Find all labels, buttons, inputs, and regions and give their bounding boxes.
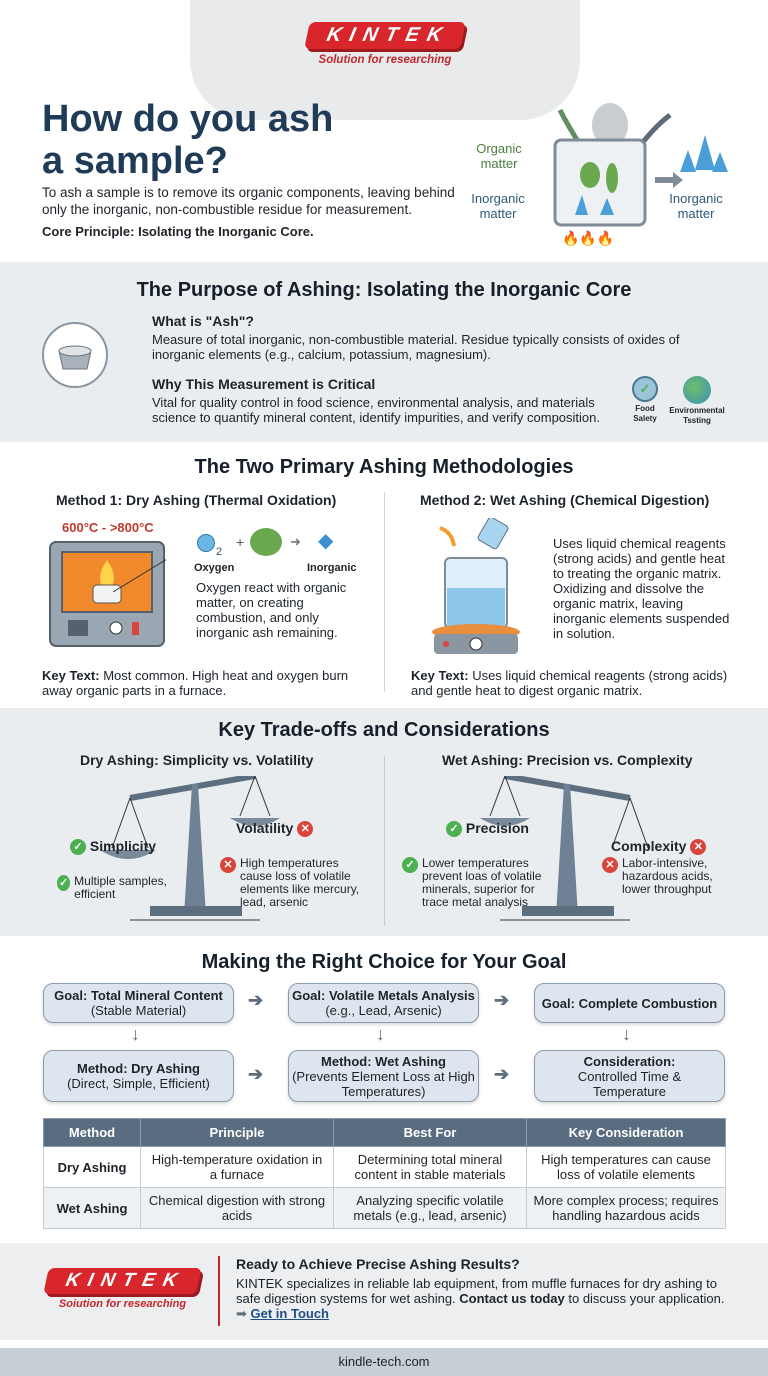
- cta-body-2: to discuss your application.: [564, 1291, 725, 1306]
- footer: [0, 1348, 768, 1376]
- con-label: Volatility: [236, 820, 294, 836]
- table-row: [44, 1147, 726, 1188]
- result-sub: (Prevents Element Loss at High Temperatures): [292, 1068, 475, 1099]
- volatility-label: [236, 820, 313, 837]
- arrow-down-icon: ↓: [622, 1024, 631, 1044]
- table-header: [44, 1119, 726, 1147]
- simplicity-text: [57, 875, 187, 901]
- why-critical-text: Vital for quality control in food science, environmental analysis, and materials science to quantify mineral content, identify impurities, and verify composition.: [152, 395, 600, 425]
- cell: Wet Ashing: [44, 1188, 141, 1229]
- footer-url[interactable]: kindle-tech.com: [338, 1354, 430, 1369]
- logo-mark: KINTEK: [43, 1268, 201, 1294]
- hero-intro: To ash a sample is to remove its organic components, leaving behind only the inorganic, non-combustible residue for measurement.: [42, 185, 455, 217]
- cell: Determining total mineral content in stable materials: [334, 1147, 527, 1188]
- col-key-consideration: Key Consideration: [527, 1119, 726, 1147]
- cta-bold: Contact us today: [459, 1291, 565, 1306]
- title-line-2: a sample?: [42, 140, 228, 182]
- result-title: Consideration:: [583, 1053, 676, 1069]
- x-icon: ✕: [690, 839, 706, 855]
- pro-label: Precision: [465, 820, 529, 836]
- check-icon: ✓: [58, 877, 69, 889]
- volatility-text: [220, 857, 370, 909]
- check-icon: ✓: [70, 839, 86, 855]
- oxygen-label: Oxygen: [194, 562, 235, 574]
- result-title: Method: Wet Ashing: [321, 1053, 446, 1069]
- arrow-down-icon: ↓: [131, 1024, 140, 1044]
- o2-subscript: 2: [216, 546, 223, 558]
- logo-tagline: Solution for researching: [318, 54, 452, 66]
- goal-title: Goal: Complete Combustion: [541, 995, 718, 1011]
- pro-text: Multiple samples, efficient: [74, 874, 167, 901]
- label-inorganic: Inorganic matter: [471, 191, 525, 221]
- comparison-table: [43, 1118, 726, 1229]
- arrow-right-icon: ➔: [494, 990, 510, 1010]
- precision-text: [402, 857, 542, 909]
- food-safety-badge: [626, 376, 664, 424]
- o2-icon: [197, 534, 215, 552]
- result-sub: Controlled Time & Temperature: [577, 1068, 682, 1099]
- arrow-down-icon: ↓: [376, 1024, 385, 1044]
- dry-method-title: Method 1: Dry Ashing (Thermal Oxidation): [56, 492, 337, 508]
- wet-method-description: Uses liquid chemical reagents (strong acids) and gentle heat to treating the organic matrix. Oxidizing and dissolve the organic matrix, leaving inorganic elements suspended in solution.: [553, 536, 730, 641]
- tradeoffs-divider: [384, 756, 385, 926]
- page-title: [42, 98, 333, 182]
- what-is-ash-text: Measure of total inorganic, non-combustible material. Residue typically consists of oxides of inorganic elements (e.g., calcium, potassium, magnesium).: [152, 332, 680, 362]
- globe-icon: [683, 376, 711, 404]
- cta-divider: [218, 1256, 220, 1326]
- cell: More complex process; requires handling hazardous acids: [527, 1188, 726, 1229]
- table-row: [44, 1188, 726, 1229]
- x-icon: ✕: [297, 821, 313, 837]
- environmental-testing-badge: [666, 376, 728, 426]
- organic-leaves-icon: [250, 528, 282, 556]
- goal-title: Goal: Total Mineral Content: [54, 988, 223, 1003]
- shield-check-icon: ✓: [632, 376, 658, 402]
- check-icon: ✓: [402, 857, 418, 873]
- con-label: Complexity: [611, 838, 687, 854]
- key-value: Most common. High heat and oxygen burn away organic parts in a furnace.: [42, 668, 349, 698]
- con-text: Labor-intensive, hazardous acids, lower throughput: [622, 856, 713, 896]
- goal-sub: (Stable Material): [90, 1003, 187, 1018]
- choice-title: Making the Right Choice for Your Goal: [201, 951, 567, 973]
- dry-tradeoff-title: Dry Ashing: Simplicity vs. Volatility: [80, 752, 314, 768]
- cell: Analyzing specific volatile metals (e.g., lead, arsenic): [334, 1188, 527, 1229]
- badge-label: Food Salety: [633, 404, 657, 423]
- wet-key-text: [411, 668, 736, 698]
- pro-text: Lower temperatures prevent loas of volatile minerals, superior for trace metal analysis: [422, 856, 542, 909]
- result-title: Method: Dry Ashing: [76, 1061, 200, 1076]
- core-principle: Core Principle: Isolating the Inorganic Core.: [42, 224, 314, 239]
- kintek-logo[interactable]: [300, 22, 470, 66]
- goal-title: Goal: Volatile Metals Analysis: [292, 988, 475, 1003]
- goal-sub: (e.g., Lead, Arsenic): [325, 1003, 442, 1018]
- key-label: Key Text:: [411, 668, 469, 683]
- complexity-text: [602, 857, 722, 896]
- cell: Chemical digestion with strong acids: [141, 1188, 334, 1229]
- temperature-range: 600°C - >800°C: [62, 520, 154, 535]
- crucible-icon: [42, 322, 108, 388]
- pro-label: Simplicity: [89, 838, 157, 854]
- label-inorganic-result: Inorganic matter: [669, 191, 723, 221]
- result-box-3: [534, 1050, 725, 1102]
- methods-title: The Two Primary Ashing Methodologies: [194, 456, 574, 478]
- check-icon: ✓: [446, 821, 462, 837]
- purpose-title: The Purpose of Ashing: Isolating the Inorganic Core: [136, 279, 632, 301]
- col-best-for: Best For: [334, 1119, 527, 1147]
- arrow-icon: ➜: [290, 534, 301, 549]
- key-label: Key Text:: [42, 668, 100, 683]
- tradeoffs-title: Key Trade-offs and Considerations: [218, 719, 550, 741]
- key-value: Uses liquid chemical reagents (strong acids) and gentle heat to digest organic matrix.: [411, 668, 728, 698]
- cta-title: Ready to Achieve Precise Ashing Results?: [236, 1256, 520, 1272]
- complexity-label: [611, 838, 706, 855]
- cell: High-temperature oxidation in a furnace: [141, 1147, 334, 1188]
- dry-key-text: [42, 668, 367, 698]
- wet-method-title: Method 2: Wet Ashing (Chemical Digestion): [420, 492, 710, 508]
- result-sub: (Direct, Simple, Efficient): [67, 1076, 210, 1091]
- what-is-ash-heading: What is "Ash"?: [152, 313, 254, 329]
- result-box-2: [288, 1050, 479, 1102]
- crystal-icon: ◆: [318, 530, 334, 552]
- arrow-right-icon: ➡: [236, 1306, 251, 1321]
- cell: Dry Ashing: [44, 1147, 141, 1188]
- svg-text:🔥🔥🔥: 🔥🔥🔥: [562, 230, 615, 246]
- label-organic: Organic matter: [476, 141, 522, 171]
- goal-box-2: [288, 983, 479, 1023]
- arrow-right-icon: ➔: [248, 1064, 264, 1084]
- col-principle: Principle: [141, 1119, 334, 1147]
- cta-kintek-logo[interactable]: [40, 1268, 205, 1310]
- arrow-right-icon: ➔: [248, 990, 264, 1010]
- methods-divider: [384, 492, 385, 692]
- cell: High temperatures can cause loss of volatile elements: [527, 1147, 726, 1188]
- muffle-furnace-icon: [48, 540, 166, 655]
- x-icon: ✕: [602, 857, 618, 873]
- precision-label: [446, 820, 529, 837]
- simplicity-label: [70, 838, 156, 855]
- con-text: High temperatures cause loss of volatile elements like mercury, lead, arsenic: [240, 856, 360, 909]
- plus-sign: +: [236, 534, 245, 550]
- logo-tagline: Soiution for researching: [58, 1298, 187, 1310]
- arrow-right-icon: ➔: [494, 1064, 510, 1084]
- ashing-beaker-illustration: [520, 100, 760, 250]
- result-box-1: [43, 1050, 234, 1102]
- why-critical-heading: Why This Measurement is Critical: [152, 376, 376, 392]
- cta-text: [236, 1276, 736, 1321]
- goal-box-1: [43, 983, 234, 1023]
- hotplate-beaker-icon: [420, 518, 540, 658]
- dry-method-description: Oxygen react with organic matter, on creating combustion, and only inorganic ash remaining.: [196, 580, 347, 640]
- x-icon: ✕: [220, 857, 236, 873]
- inorganic-label: Inorganic: [307, 562, 357, 574]
- title-line-1: How do you ash: [42, 98, 334, 140]
- col-method: Method: [44, 1119, 141, 1147]
- logo-mark: KINTEK: [304, 22, 466, 49]
- wet-tradeoff-title: Wet Ashing: Precision vs. Complexity: [442, 752, 693, 768]
- cta-body: KINTEK specializes in reliable lab equipment, from muffle furnaces for dry ashing to safe digestion systems for wet ashing.: [236, 1276, 717, 1306]
- goal-box-3: [534, 983, 725, 1023]
- badge-label: Environmental Tssting: [669, 406, 725, 425]
- get-in-touch-link[interactable]: Get in Touch: [250, 1306, 329, 1321]
